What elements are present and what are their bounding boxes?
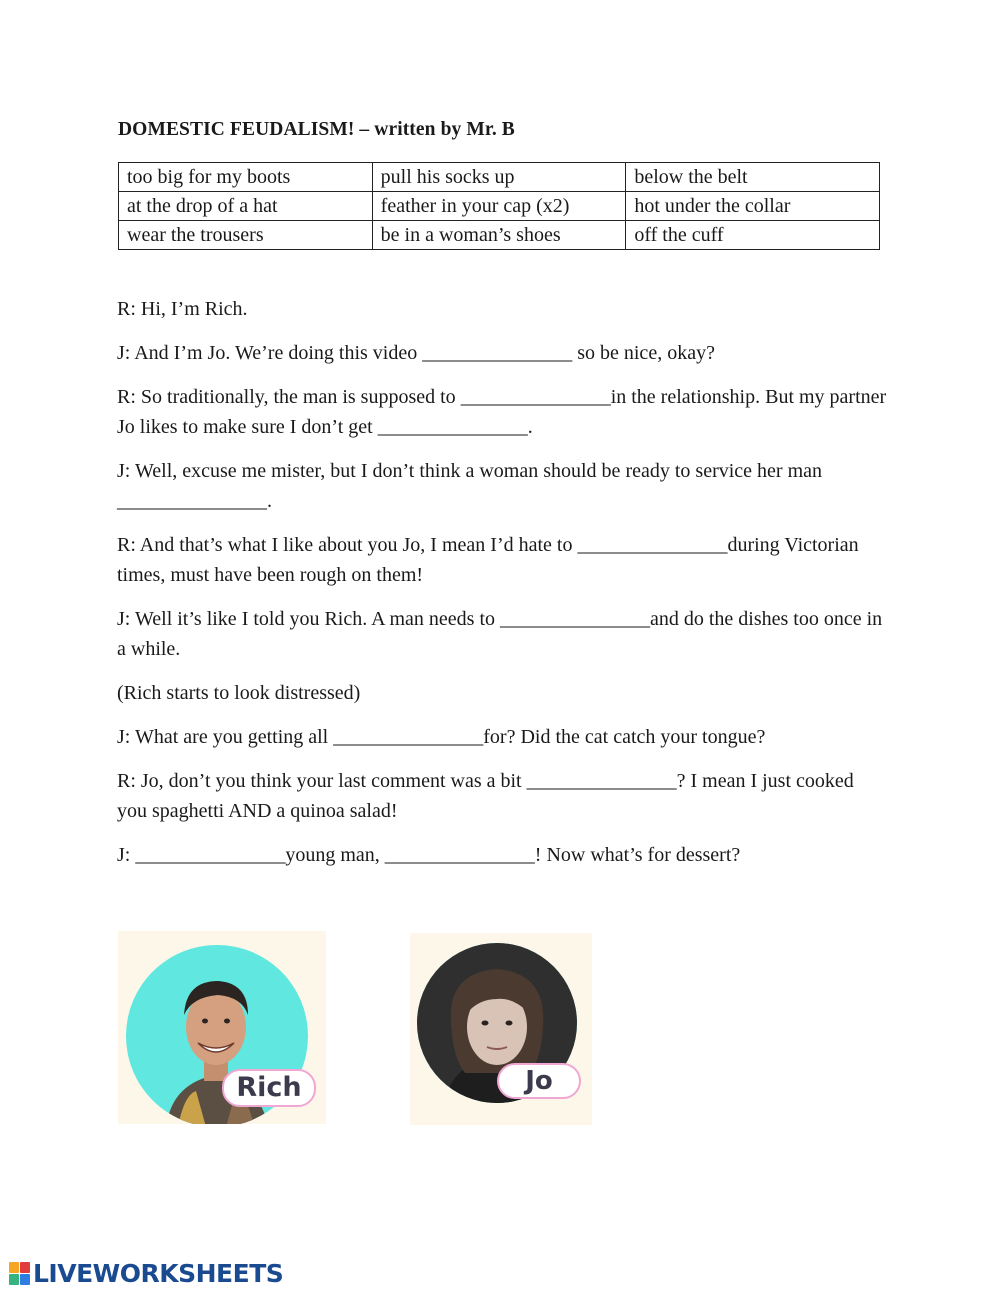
dialogue-line <box>117 530 887 590</box>
line-text: J: <box>117 844 136 866</box>
line-text: J: Well it’s like I told you Rich. A man needs to <box>117 608 500 630</box>
line-text: J: What are you getting all <box>117 726 334 748</box>
idiom-cell: pull his socks up <box>372 163 626 192</box>
dialogue-line <box>117 604 887 664</box>
name-tag: Rich <box>222 1069 316 1107</box>
logo-square <box>9 1262 19 1273</box>
dialogue-line <box>117 338 887 368</box>
dialogue-line <box>117 766 887 826</box>
name-tag: Jo <box>497 1063 581 1099</box>
dialogue-line <box>117 382 887 442</box>
line-text: in the relationship. But my partner Jo likes to make sure I don’t get <box>117 386 887 438</box>
idiom-cell: below the belt <box>626 163 880 192</box>
dialogue-line <box>117 678 887 708</box>
dialogue-line <box>117 722 887 752</box>
idiom-cell: at the drop of a hat <box>119 192 373 221</box>
line-text: so be nice, okay? <box>572 342 715 364</box>
idiom-cell: be in a woman’s shoes <box>372 221 626 250</box>
answer-blank[interactable]: _______________ <box>384 844 535 866</box>
answer-blank[interactable]: _______________ <box>333 726 484 748</box>
logo-square <box>20 1274 30 1285</box>
logo-square <box>9 1274 19 1285</box>
dialogue-line <box>117 456 887 516</box>
idiom-cell: feather in your cap (x2) <box>372 192 626 221</box>
answer-blank[interactable]: _______________ <box>500 608 650 630</box>
idiom-cell: hot under the collar <box>626 192 880 221</box>
logo-square <box>20 1262 30 1273</box>
line-text: R: And that’s what I like about you Jo, I mean I’d hate to <box>117 534 578 556</box>
answer-blank[interactable]: _______________ <box>422 342 573 364</box>
idiom-word-bank <box>118 162 880 250</box>
idiom-cell: off the cuff <box>626 221 880 250</box>
line-text: R: Jo, don’t you think your last comment was a bit <box>117 770 527 792</box>
line-text: R: So traditionally, the man is supposed to <box>117 386 461 408</box>
dialogue <box>117 294 887 884</box>
dialogue-line <box>117 840 887 870</box>
line-text: young man, <box>285 844 385 866</box>
idiom-cell: wear the trousers <box>119 221 373 250</box>
dialogue-line <box>117 294 887 324</box>
answer-blank[interactable]: _______________ <box>526 770 677 792</box>
answer-blank[interactable]: _______________ <box>377 416 528 438</box>
liveworksheets-logo[interactable] <box>9 1258 283 1288</box>
answer-blank[interactable]: _______________ <box>117 490 267 512</box>
line-text: for? Did the cat catch your tongue? <box>483 726 766 748</box>
line-text: . <box>527 416 533 438</box>
table-row <box>119 221 880 250</box>
stage-direction: (Rich starts to look distressed) <box>117 682 361 704</box>
idiom-cell: too big for my boots <box>119 163 373 192</box>
answer-blank[interactable]: _______________ <box>460 386 611 408</box>
line-text: . <box>267 490 272 512</box>
line-text: R: Hi, I’m Rich. <box>117 298 248 320</box>
line-text: ! Now what’s for dessert? <box>534 844 741 866</box>
table-row <box>119 163 880 192</box>
rich-avatar <box>118 931 326 1124</box>
line-text: during Victorian times, must have been rough on them! <box>117 534 859 586</box>
table-row <box>119 192 880 221</box>
line-text: J: And I’m Jo. We’re doing this video <box>117 342 423 364</box>
line-text: and do the dishes too once in a while. <box>117 608 883 660</box>
line-text: J: Well, excuse me mister, but I don’t think a woman should be ready to service her man <box>117 460 823 482</box>
logo-text: LIVEWORKSHEETS <box>33 1258 284 1288</box>
logo-mark-icon <box>9 1262 30 1285</box>
answer-blank[interactable]: _______________ <box>135 844 286 866</box>
answer-blank[interactable]: _______________ <box>577 534 728 556</box>
line-text: ? I mean I just cooked you spaghetti AND a quinoa salad! <box>117 770 854 822</box>
worksheet-title: DOMESTIC FEUDALISM! – written by Mr. B <box>118 119 515 140</box>
jo-avatar <box>410 933 592 1125</box>
